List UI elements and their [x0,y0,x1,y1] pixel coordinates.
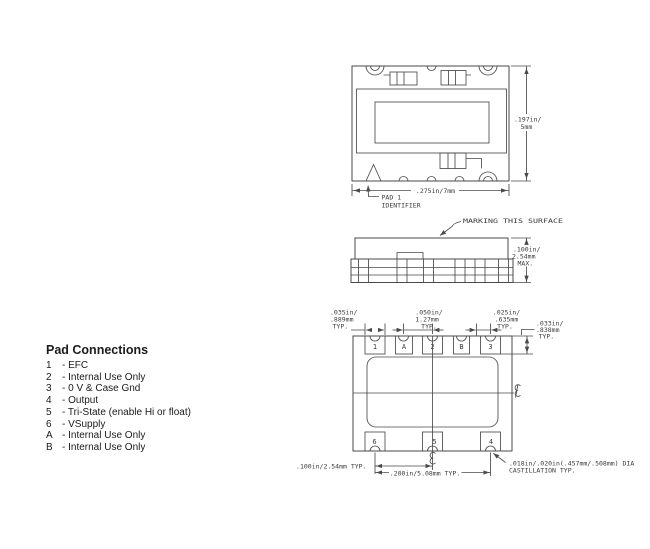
pad-function: - Tri-State (enable Hi or float) [62,406,191,418]
pad-function: - Internal Use Only [62,441,146,453]
side-view-height-dim-line1: .100in/ [513,245,541,254]
pad-height-dim-line3: TYP. [538,332,555,341]
bottom-view-lower-dimensions [296,453,634,478]
pad-height-dim-line1: .033in/ [536,319,564,328]
marking-note: MARKING THIS SURFACE [463,217,564,225]
centerline-symbol-right [515,385,520,398]
pad-connections-title: Pad Connections [46,343,149,357]
castellation-note-line2: CASTILLATION TYP. [509,466,576,475]
pad-function: - VSupply [62,418,106,430]
pad-connection-item [46,383,191,395]
pad-connection-item [46,360,191,372]
pad-number: B [46,441,53,453]
pad-function: - Output [62,395,99,407]
pad-number: 4 [46,395,52,407]
pad-width-dim-line3: TYP. [332,322,349,331]
side-view-height-dim-line2: 2.54mm [512,252,536,261]
pad-connection-item [46,419,191,431]
side-view-dimensions [511,238,540,283]
package-base-side-view [351,259,513,283]
pad-number: 2 [46,371,52,383]
pad-height-dim-lines [501,330,535,355]
pad-gap-dim-line3: TYP. [497,322,513,331]
package-body-side-view [355,238,508,259]
pad1-identifier-triangle [366,165,381,182]
pad1-identifier-label-line2: IDENTIFIER [381,201,421,210]
pad-connection-item [46,442,191,454]
pad-A-label: A [401,343,407,351]
castellation-note-leader [493,453,505,462]
pad-width-dim-line2: .889mm [330,315,354,324]
pad-gap-dim-line1: .025in/ [492,308,521,317]
internal-pad-structures [384,71,482,169]
pad1-identifier-leader [368,186,379,197]
side-view-height-dim-line3: MAX. [517,259,534,268]
pad-1-label: 1 [372,343,378,351]
pad-connection-item [46,372,191,384]
pad-connections-list [46,344,191,454]
top-view-height-dim-line2: 5mm [520,123,533,131]
pad-function: - Internal Use Only [62,371,146,383]
pad-gap-dim-line2: .635mm [494,315,519,324]
pad1-identifier-label-line1: PAD 1 [381,193,402,202]
castellation-note-line1: .018in/.020in(.457mm/.508mm) DIA [509,459,635,468]
pad-number: 6 [46,418,52,430]
pad-connection-item [46,395,191,407]
pad-number: A [46,430,53,442]
castellation-notches-top [366,66,497,75]
row-pitch-dim: .100in/2.54mm TYP. [296,462,367,471]
bottom-view-drawing [353,336,521,470]
pad-5-label: 5 [432,438,437,446]
marking-note-leader [440,222,461,236]
pad-pitch-dim-line2: 1.27mm [415,315,439,324]
pad-number: 3 [46,383,52,395]
marking-area [375,102,489,143]
pad-4-label: 4 [488,438,494,446]
pad-3-label: 3 [488,343,493,351]
pad-connection-item [46,407,191,419]
pad-pitch-dim-line1: .050in/ [415,308,443,317]
top-view-dimensions [352,66,541,210]
row-span-dim: .200in/5.08mm TYP. [389,469,461,478]
package-outline-top-view [352,66,509,181]
pad-height-dim-line2: .838mm [536,326,560,334]
castellation-notches-bottom [399,172,497,181]
pad-B-label: B [459,343,464,351]
pad-function: - EFC [62,360,89,371]
pad-number: 5 [46,406,52,418]
body-tab [397,253,423,260]
pad-width-dim-line1: .035in/ [330,308,358,317]
top-view-drawing [352,66,509,181]
pad-2-label: 2 [430,343,435,351]
base-grid-lines [351,259,513,283]
top-view-width-dim: .275in/7mm [415,187,456,195]
pad-function: - 0 V & Case Gnd [62,383,141,395]
pad-function: - Internal Use Only [62,430,146,442]
pad-pitch-dim-line3: TYP. [421,322,437,331]
pad-6-label: 6 [372,438,377,446]
pad-number: 1 [46,360,52,371]
top-view-height-dim-line1: .197in/ [514,115,542,124]
pad-connection-item [46,430,191,442]
